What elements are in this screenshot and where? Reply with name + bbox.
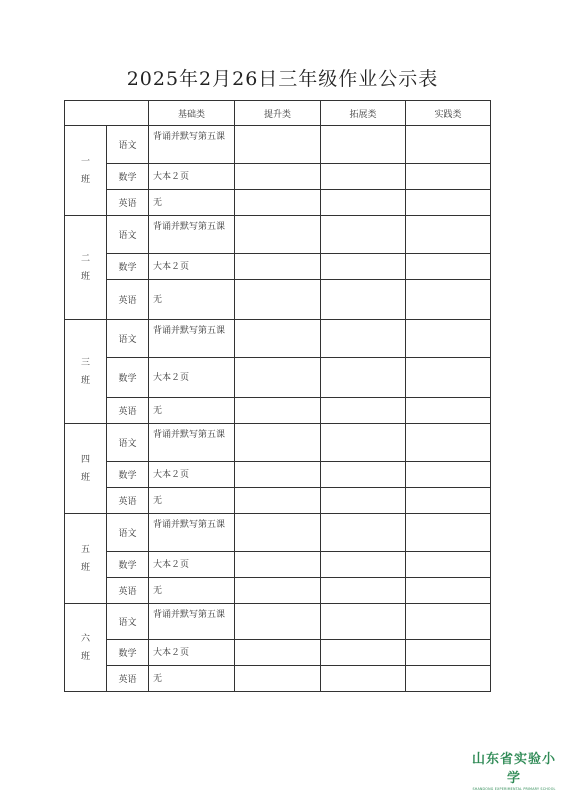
class-name-cell xyxy=(65,216,107,320)
extend-homework-cell xyxy=(321,578,406,604)
table-row xyxy=(65,216,491,254)
class-name-cell xyxy=(65,604,107,692)
improve-homework-cell xyxy=(235,254,321,280)
basic-homework-cell: 背诵并默写第五课 xyxy=(149,320,235,358)
table-row xyxy=(65,578,491,604)
table-row xyxy=(65,604,491,640)
extend-homework-cell xyxy=(321,358,406,398)
basic-homework-cell: 无 xyxy=(149,666,235,692)
practice-homework-cell xyxy=(406,320,491,358)
table-row xyxy=(65,424,491,462)
improve-homework-cell xyxy=(235,320,321,358)
basic-homework-cell: 背诵并默写第五课 xyxy=(149,424,235,462)
basic-homework-cell: 大本２页 xyxy=(149,164,235,190)
practice-homework-cell xyxy=(406,254,491,280)
class-name-cell xyxy=(65,126,107,216)
subject-cell: 数学 xyxy=(107,640,149,666)
class-name-char: 二 xyxy=(80,253,90,264)
extend-homework-cell xyxy=(321,604,406,640)
practice-homework-cell xyxy=(406,488,491,514)
extend-homework-cell xyxy=(321,190,406,216)
extend-homework-cell xyxy=(321,488,406,514)
table-row xyxy=(65,358,491,398)
improve-homework-cell xyxy=(235,578,321,604)
table-row xyxy=(65,164,491,190)
practice-homework-cell xyxy=(406,424,491,462)
improve-homework-cell xyxy=(235,358,321,398)
practice-homework-cell xyxy=(406,640,491,666)
improve-homework-cell xyxy=(235,280,321,320)
basic-homework-cell: 大本２页 xyxy=(149,254,235,280)
subject-cell: 语文 xyxy=(107,126,149,164)
header-practice: 实践类 xyxy=(406,101,491,126)
table-row xyxy=(65,190,491,216)
practice-homework-cell xyxy=(406,164,491,190)
class-name-char: 一 xyxy=(80,156,90,167)
table-row xyxy=(65,462,491,488)
school-logo-name: 山东省实验小学 xyxy=(471,752,556,786)
subject-cell: 数学 xyxy=(107,552,149,578)
subject-cell: 英语 xyxy=(107,190,149,216)
basic-homework-cell: 背诵并默写第五课 xyxy=(149,604,235,640)
practice-homework-cell xyxy=(406,462,491,488)
subject-cell: 语文 xyxy=(107,216,149,254)
improve-homework-cell xyxy=(235,552,321,578)
table-row xyxy=(65,280,491,320)
practice-homework-cell xyxy=(406,216,491,254)
subject-cell: 数学 xyxy=(107,462,149,488)
subject-cell: 英语 xyxy=(107,488,149,514)
extend-homework-cell xyxy=(321,164,406,190)
improve-homework-cell xyxy=(235,190,321,216)
class-name-char: 班 xyxy=(80,174,90,185)
subject-cell: 数学 xyxy=(107,358,149,398)
table-row xyxy=(65,552,491,578)
extend-homework-cell xyxy=(321,254,406,280)
header-extend: 拓展类 xyxy=(321,101,406,126)
class-name-char: 班 xyxy=(80,562,90,573)
table-row xyxy=(65,666,491,692)
class-name-cell xyxy=(65,320,107,424)
practice-homework-cell xyxy=(406,514,491,552)
corner-cell xyxy=(65,101,149,126)
subject-cell: 语文 xyxy=(107,604,149,640)
practice-homework-cell xyxy=(406,604,491,640)
improve-homework-cell xyxy=(235,488,321,514)
improve-homework-cell xyxy=(235,604,321,640)
extend-homework-cell xyxy=(321,552,406,578)
basic-homework-cell: 大本２页 xyxy=(149,462,235,488)
extend-homework-cell xyxy=(321,280,406,320)
school-logo-subtitle: SHANDONG EXPERIMENTAL PRIMARY SCHOOL xyxy=(472,787,556,791)
table-row xyxy=(65,126,491,164)
subject-cell: 英语 xyxy=(107,666,149,692)
subject-cell: 语文 xyxy=(107,424,149,462)
subject-cell: 语文 xyxy=(107,320,149,358)
extend-homework-cell xyxy=(321,640,406,666)
extend-homework-cell xyxy=(321,514,406,552)
school-logo xyxy=(468,748,560,791)
subject-cell: 英语 xyxy=(107,578,149,604)
table-row xyxy=(65,320,491,358)
extend-homework-cell xyxy=(321,424,406,462)
improve-homework-cell xyxy=(235,164,321,190)
practice-homework-cell xyxy=(406,190,491,216)
class-name-char: 三 xyxy=(80,357,90,368)
class-name-char: 六 xyxy=(80,633,90,644)
practice-homework-cell xyxy=(406,552,491,578)
class-name-cell xyxy=(65,424,107,514)
header-basic: 基础类 xyxy=(149,101,235,126)
class-name-cell xyxy=(65,514,107,604)
subject-cell: 语文 xyxy=(107,514,149,552)
improve-homework-cell xyxy=(235,424,321,462)
table-row xyxy=(65,398,491,424)
practice-homework-cell xyxy=(406,398,491,424)
homework-table xyxy=(64,100,491,692)
subject-cell: 数学 xyxy=(107,254,149,280)
table-row xyxy=(65,640,491,666)
basic-homework-cell: 大本２页 xyxy=(149,640,235,666)
improve-homework-cell xyxy=(235,514,321,552)
class-name-char: 班 xyxy=(80,375,90,386)
basic-homework-cell: 无 xyxy=(149,398,235,424)
extend-homework-cell xyxy=(321,320,406,358)
class-name-char: 班 xyxy=(80,472,90,483)
improve-homework-cell xyxy=(235,640,321,666)
table-row xyxy=(65,514,491,552)
class-name-char: 五 xyxy=(80,544,90,555)
extend-homework-cell xyxy=(321,462,406,488)
basic-homework-cell: 无 xyxy=(149,190,235,216)
basic-homework-cell: 无 xyxy=(149,578,235,604)
basic-homework-cell: 背诵并默写第五课 xyxy=(149,126,235,164)
extend-homework-cell xyxy=(321,126,406,164)
subject-cell: 数学 xyxy=(107,164,149,190)
subject-cell: 英语 xyxy=(107,280,149,320)
improve-homework-cell xyxy=(235,126,321,164)
practice-homework-cell xyxy=(406,280,491,320)
extend-homework-cell xyxy=(321,398,406,424)
subject-cell: 英语 xyxy=(107,398,149,424)
practice-homework-cell xyxy=(406,358,491,398)
extend-homework-cell xyxy=(321,666,406,692)
class-name-char: 四 xyxy=(80,454,90,465)
table-row xyxy=(65,488,491,514)
improve-homework-cell xyxy=(235,398,321,424)
improve-homework-cell xyxy=(235,666,321,692)
basic-homework-cell: 无 xyxy=(149,488,235,514)
header-improve: 提升类 xyxy=(235,101,321,126)
page-title: 2025年2月26日三年级作业公示表 xyxy=(126,68,439,90)
improve-homework-cell xyxy=(235,216,321,254)
basic-homework-cell: 大本２页 xyxy=(149,552,235,578)
class-name-char: 班 xyxy=(80,271,90,282)
basic-homework-cell: 无 xyxy=(149,280,235,320)
header-row xyxy=(65,101,491,126)
practice-homework-cell xyxy=(406,666,491,692)
basic-homework-cell: 大本２页 xyxy=(149,358,235,398)
basic-homework-cell: 背诵并默写第五课 xyxy=(149,514,235,552)
practice-homework-cell xyxy=(406,578,491,604)
improve-homework-cell xyxy=(235,462,321,488)
practice-homework-cell xyxy=(406,126,491,164)
extend-homework-cell xyxy=(321,216,406,254)
class-name-char: 班 xyxy=(80,651,90,662)
table-row xyxy=(65,254,491,280)
basic-homework-cell: 背诵并默写第五课 xyxy=(149,216,235,254)
